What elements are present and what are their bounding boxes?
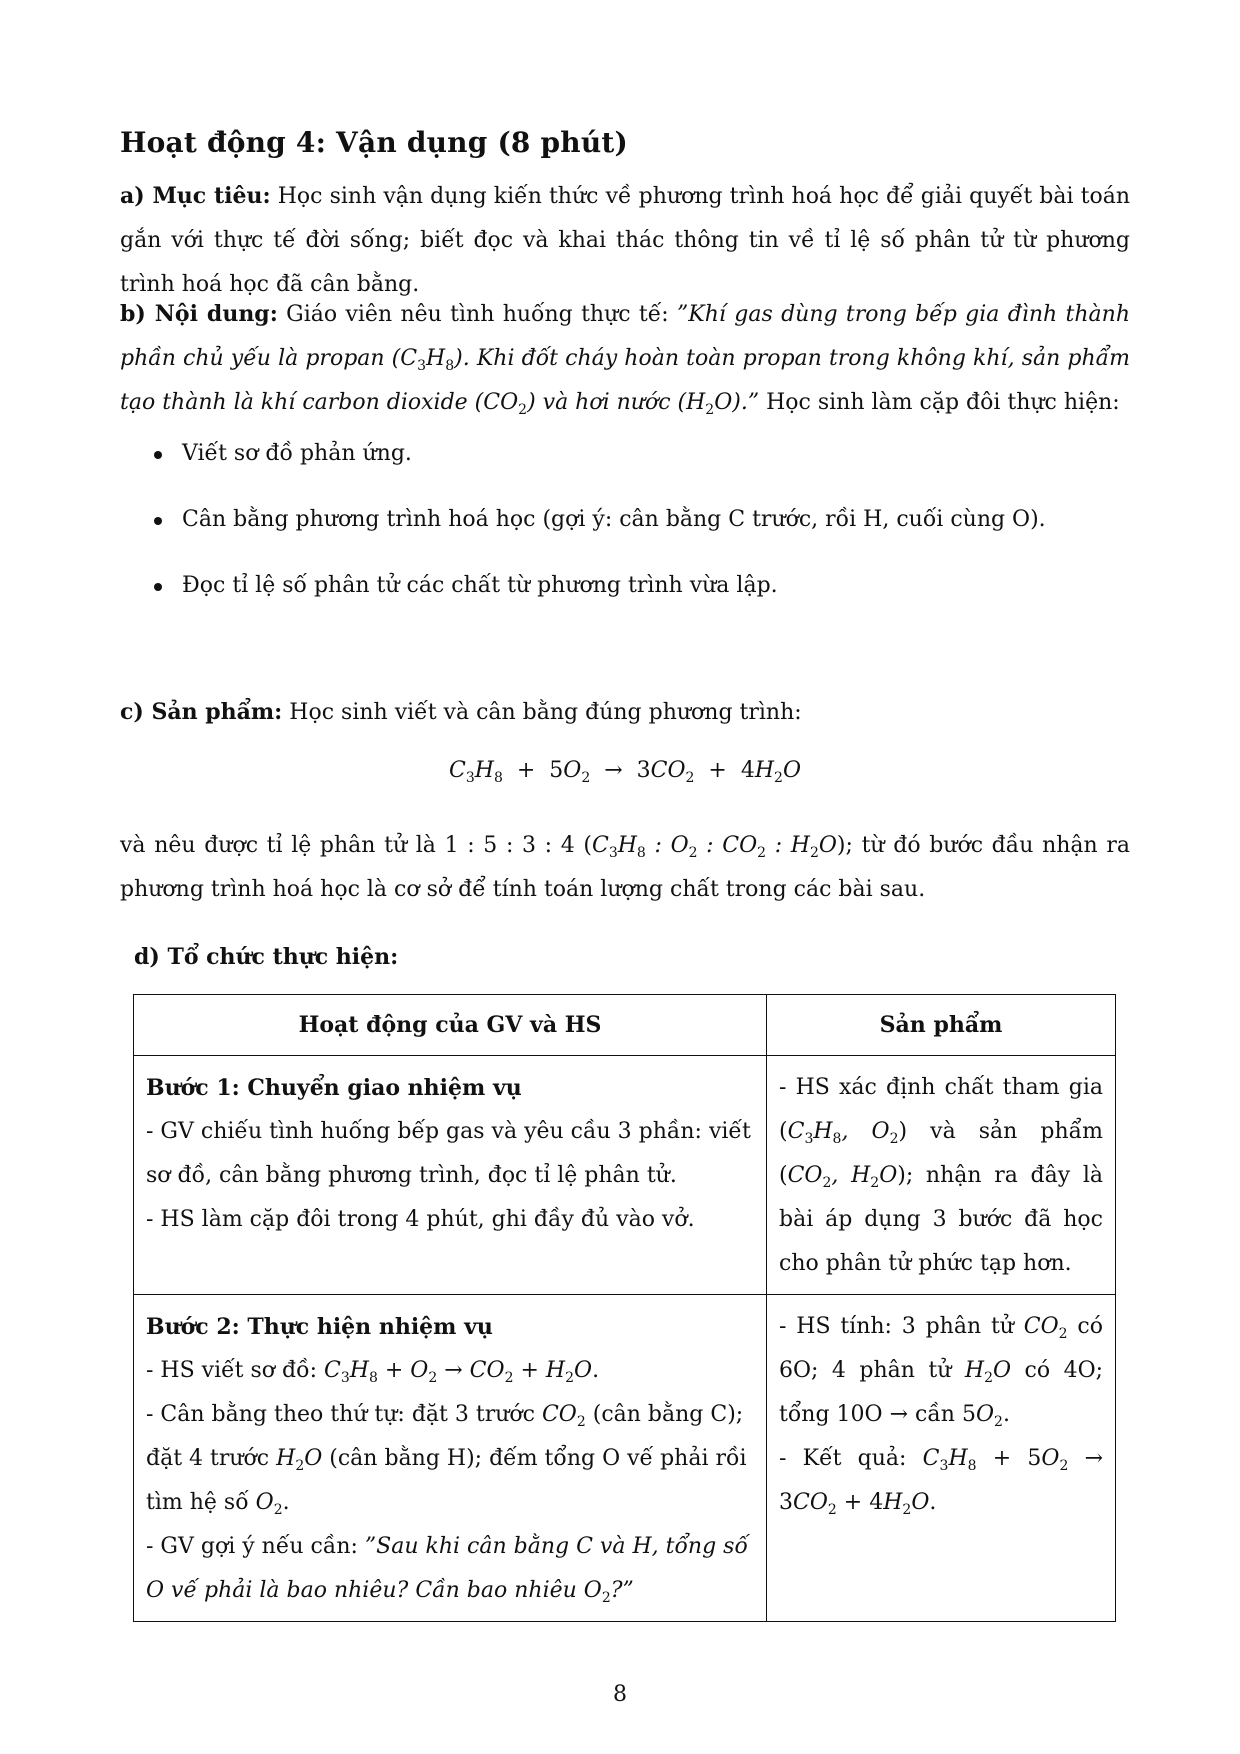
section-d-label: d) Tổ chức thực hiện: bbox=[134, 944, 399, 970]
step2-title: Bước 2: Thực hiện nhiệm vụ bbox=[146, 1314, 493, 1340]
list-item: Đọc tỉ lệ số phân tử các chất từ phương trình vừa lập. bbox=[120, 564, 1046, 630]
balanced-equation: $C_3H_8 + 5O_2 \to 3CO_2 + 4H_2O$ bbox=[448, 758, 801, 786]
table-header-row bbox=[134, 995, 1116, 1056]
section-b-intro: Giáo viên nêu tình huống thực tế: bbox=[286, 302, 669, 327]
bullet-icon bbox=[154, 583, 162, 591]
step1-title: Bước 1: Chuyển giao nhiệm vụ bbox=[146, 1075, 522, 1101]
section-c-conclusion: và nêu được tỉ lệ phân tử là 1 : 5 : 3 : 4 ($C_3H_8$ : $O_2$ : $CO_2$ : $H_2O$); từ đó bước đầu nhận ra phương trình hoá học là cơ sở để tính toán lượng chất trong các bài sau. bbox=[120, 833, 1130, 902]
section-b bbox=[120, 292, 1130, 425]
task-list bbox=[120, 432, 1046, 630]
section-c-label: c) Sản phẩm: bbox=[120, 699, 283, 725]
activity-heading: Hoạt động 4: Vận dụng (8 phút) bbox=[120, 126, 629, 159]
step2-product-cell: - HS tính: 3 phân tử $CO_2$ có 6O; 4 phân tử $H_2O$ có 4O; tổng 10O → cần $5O_2$. - Kết quả: $C_3H_8 + 5O_2 \to 3CO_2 + 4H_2O$. bbox=[767, 1295, 1116, 1622]
page-number: 8 bbox=[613, 1682, 627, 1707]
list-item: Viết sơ đồ phản ứng. bbox=[120, 432, 1046, 498]
column-header-activity: Hoạt động của GV và HS bbox=[134, 995, 767, 1056]
section-c-text: Học sinh viết và cân bằng đúng phương trình: bbox=[289, 700, 802, 725]
section-c bbox=[120, 690, 1130, 735]
table-row bbox=[134, 1295, 1116, 1622]
section-b-quote: ”Khí gas dùng trong bếp gia đình thành phần chủ yếu là propan $(C_3H_8)$. Khi đốt cháy hoàn toàn propan trong không khí, sản phẩm tạo thành là khí carbon dioxide $(CO_2)$ và hơi nước $(H_2O)$.” bbox=[120, 302, 1131, 418]
bullet-icon bbox=[154, 517, 162, 525]
section-b-label: b) Nội dung: bbox=[120, 301, 278, 327]
step1-activity-cell: Bước 1: Chuyển giao nhiệm vụ - GV chiếu tình huống bếp gas và yêu cầu 3 phần: viết sơ đồ, cân bằng phương trình, đọc tỉ lệ phân tử. - HS làm cặp đôi trong 4 phút, ghi đầy đủ vào vở. bbox=[134, 1056, 767, 1295]
step2-activity-cell: Bước 2: Thực hiện nhiệm vụ - HS viết sơ đồ: $C_3H_8 + O_2 \to CO_2 + H_2O$. - Cân bằng theo thứ tự: đặt 3 trước $CO_2$ (cân bằng C); đặt 4 trước $H_2O$ (cân bằng H); đếm tổng O vế phải rồi tìm hệ số $O_2$. - GV gợi ý nếu cần: ”Sau khi cân bằng C và H, tổng số O vế phải là bao nhiêu? Cần bao nhiêu $O_2$?” bbox=[134, 1295, 767, 1622]
section-b-after: Học sinh làm cặp đôi thực hiện: bbox=[766, 390, 1120, 415]
column-header-product: Sản phẩm bbox=[767, 995, 1116, 1056]
organization-table bbox=[133, 994, 1116, 1622]
step1-product-cell: - HS xác định chất tham gia ($C_3H_8$, $O_2$) và sản phẩm ($CO_2$, $H_2O$); nhận ra đây là bài áp dụng 3 bước đã học cho phân tử phức tạp hơn. bbox=[767, 1056, 1116, 1295]
section-a bbox=[120, 174, 1130, 307]
section-a-label: a) Mục tiêu: bbox=[120, 183, 271, 209]
table-row bbox=[134, 1056, 1116, 1295]
bullet-icon bbox=[154, 451, 162, 459]
section-a-text: Học sinh vận dụng kiến thức về phương trình hoá học để giải quyết bài toán gắn với thực tế đời sống; biết đọc và khai thác thông tin về tỉ lệ số phân tử từ phương trình hoá học đã cân bằng. bbox=[120, 184, 1130, 297]
list-item: Cân bằng phương trình hoá học (gợi ý: cân bằng C trước, rồi H, cuối cùng O). bbox=[120, 498, 1046, 564]
